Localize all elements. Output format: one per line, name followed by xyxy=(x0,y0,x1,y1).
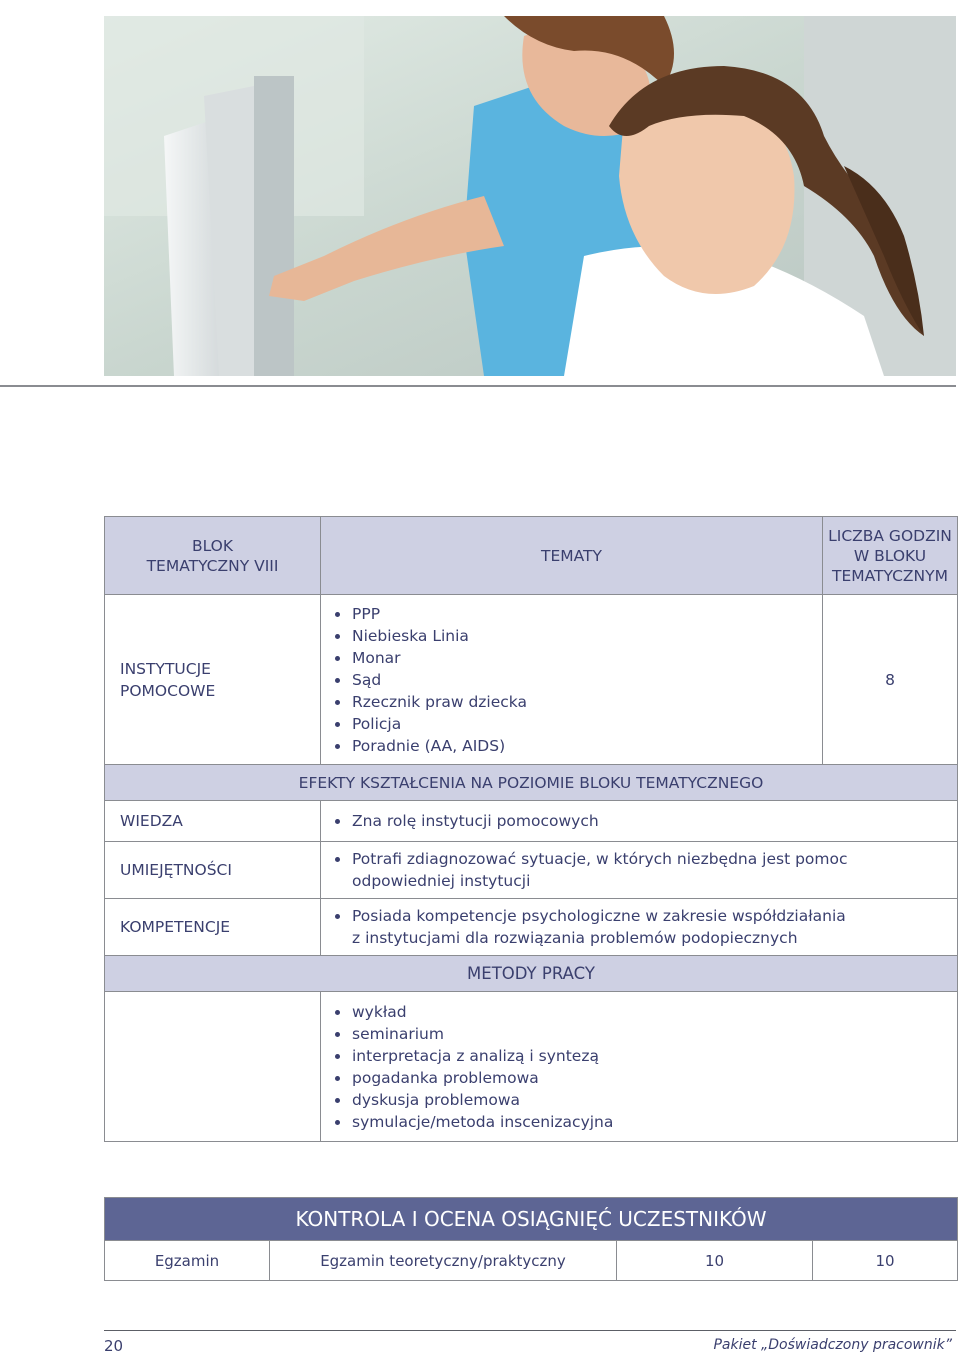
list-item: Rzecznik praw dziecka xyxy=(331,691,822,713)
effect-label-skills: UMIEJĘTNOŚCI xyxy=(105,842,321,899)
control-cell: 10 xyxy=(813,1241,958,1281)
list-item: Monar xyxy=(331,647,822,669)
list-item: interpretacja z analizą i syntezą xyxy=(331,1045,957,1067)
topics-cell xyxy=(321,595,823,765)
list-item: Policja xyxy=(331,713,822,735)
list-item: dyskusja problemowa xyxy=(331,1089,957,1111)
header-photo xyxy=(104,16,956,376)
methods-cell xyxy=(321,992,958,1142)
list-item: Poradnie (AA, AIDS) xyxy=(331,735,822,757)
list-item: Niebieska Linia xyxy=(331,625,822,647)
control-cell: Egzamin xyxy=(105,1241,270,1281)
effects-header: EFEKTY KSZTAŁCENIA NA POZIOMIE BLOKU TEMATYCZNEGO xyxy=(105,765,958,801)
list-item: symulacje/metoda inscenizacyjna xyxy=(331,1111,957,1133)
hours-header-line3: TEMATYCZNYM xyxy=(831,566,948,585)
hours-header-cell xyxy=(823,517,958,595)
block-header-line2: TEMATYCZNY VIII xyxy=(146,556,279,575)
list-item: Potrafi zdiagnozować sytuacje, w których niezbędna jest pomoc odpowiedniej instytucji xyxy=(331,848,957,892)
control-cell: Egzamin teoretyczny/praktyczny xyxy=(270,1241,617,1281)
topics-list xyxy=(321,603,822,757)
list-item: Zna rolę instytucji pomocowych xyxy=(331,810,957,832)
list-item: Sąd xyxy=(331,669,822,691)
block-header-cell xyxy=(105,517,321,595)
effect-competences-cell xyxy=(321,899,958,956)
hours-header-line2: W BLOKU xyxy=(853,546,927,565)
control-table xyxy=(104,1197,958,1281)
block-name-line2: POMOCOWE xyxy=(120,681,216,700)
control-header: KONTROLA I OCENA OSIĄGNIĘĆ UCZESTNIKÓW xyxy=(105,1198,958,1241)
methods-header: METODY PRACY xyxy=(105,956,958,992)
effect-skills-cell xyxy=(321,842,958,899)
program-table xyxy=(104,516,958,1142)
publication-title: Pakiet „Doświadczony pracownik” xyxy=(713,1337,952,1353)
methods-list xyxy=(321,1001,957,1133)
footer-divider xyxy=(104,1330,956,1331)
hours-header-line1: LICZBA GODZIN xyxy=(828,526,952,545)
control-cell: 10 xyxy=(617,1241,813,1281)
methods-empty-cell xyxy=(105,992,321,1142)
effect-label-competences: KOMPETENCJE xyxy=(105,899,321,956)
block-name-line1: INSTYTUCJE xyxy=(120,659,211,678)
topics-header: TEMATY xyxy=(321,517,823,595)
effect-label-knowledge: WIEDZA xyxy=(105,801,321,842)
list-item: pogadanka problemowa xyxy=(331,1067,957,1089)
block-header-line1: BLOK xyxy=(191,536,234,555)
block-name-cell xyxy=(105,595,321,765)
header-divider xyxy=(0,385,956,387)
list-item: PPP xyxy=(331,603,822,625)
effect-knowledge-cell xyxy=(321,801,958,842)
hours-value: 8 xyxy=(823,595,958,765)
list-item: wykład xyxy=(331,1001,957,1023)
page-number: 20 xyxy=(104,1337,124,1355)
list-item: seminarium xyxy=(331,1023,957,1045)
list-item: Posiada kompetencje psychologiczne w zakresie współdziałania z instytucjami dla rozwiązania problemów podopiecznych xyxy=(331,905,957,949)
